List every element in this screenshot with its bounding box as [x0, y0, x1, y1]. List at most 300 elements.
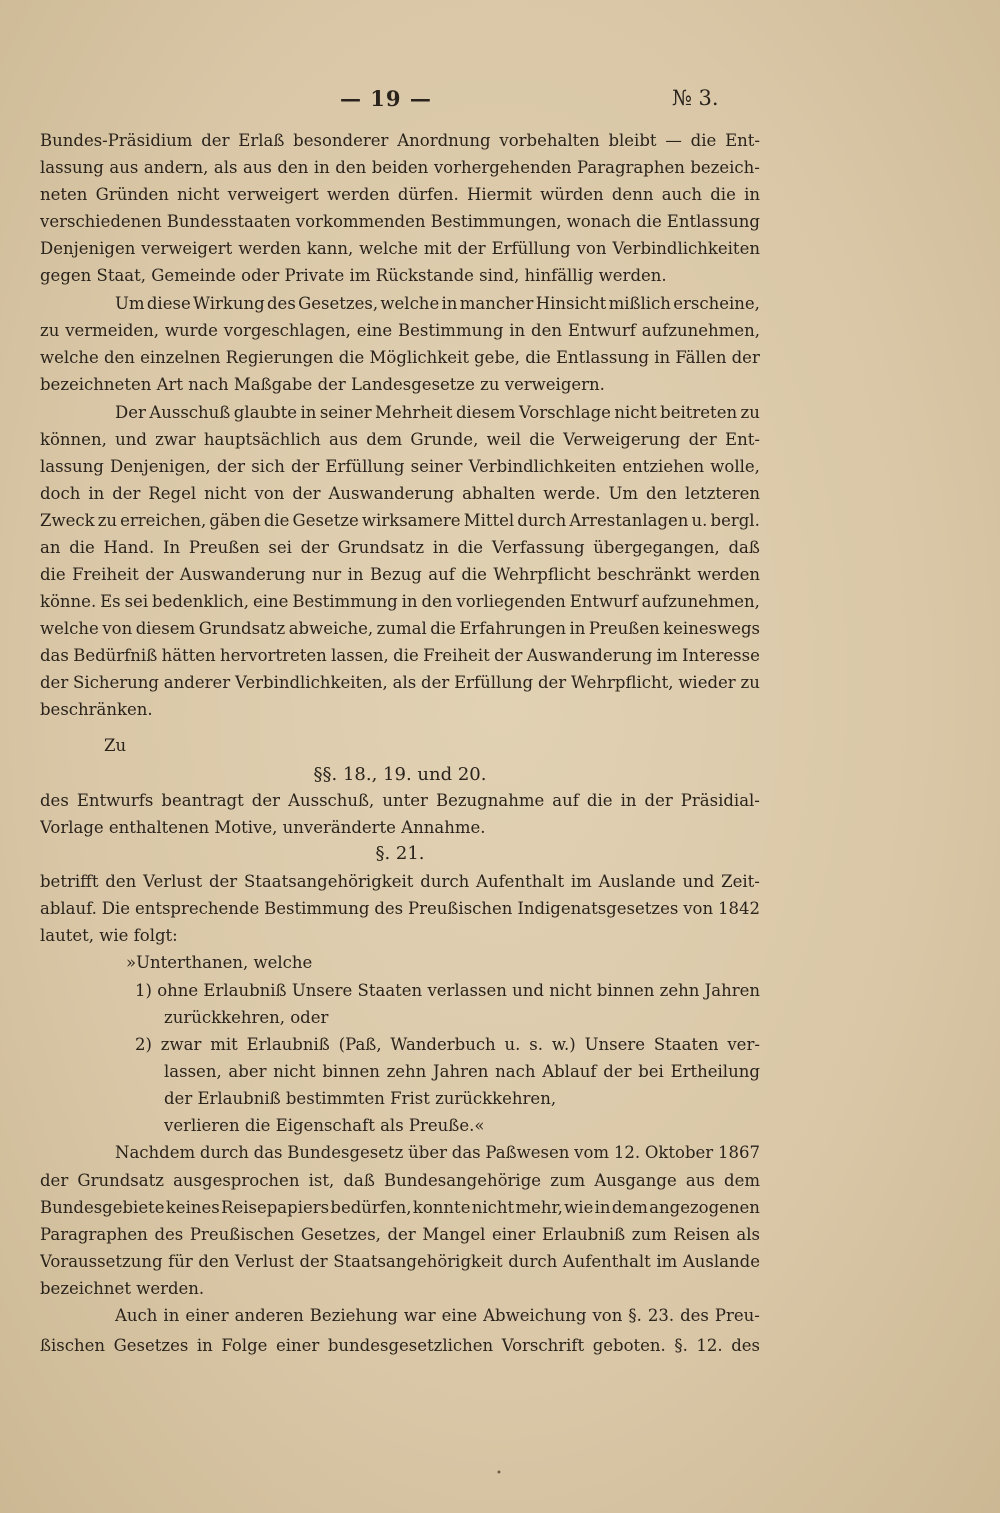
word: Gesetzes,	[300, 1225, 381, 1244]
word: wie	[564, 1198, 594, 1217]
line-text: gegen Staat, Gemeinde oder Private im Rückstande sind, hinfällig werden.	[40, 266, 667, 285]
text-line	[40, 696, 760, 723]
word: Gründen	[95, 185, 169, 204]
word: Hiermit	[466, 185, 532, 204]
word: die	[525, 348, 551, 367]
word: Bezug	[370, 565, 422, 584]
word: Hinsicht	[535, 294, 607, 313]
word: würden	[540, 185, 604, 204]
word: Nachdem	[115, 1143, 196, 1162]
text-line	[40, 1275, 760, 1302]
word: Bundesstaaten	[166, 212, 291, 231]
word: beantragt	[161, 791, 244, 810]
text-line	[40, 669, 760, 696]
line-text: §. 21.	[375, 843, 425, 864]
word: Bestimmung	[292, 592, 398, 611]
word: Verfassung	[491, 538, 585, 557]
text-line	[40, 1167, 760, 1194]
word: vorliegenden	[456, 592, 566, 611]
word: und	[682, 872, 715, 891]
word: Aufenthalt	[476, 872, 565, 891]
word: eine	[441, 1306, 478, 1325]
text-line	[40, 154, 760, 181]
word: Ablauf	[542, 1062, 597, 1081]
word: unter	[382, 791, 428, 810]
word: keines	[165, 1198, 220, 1217]
word: das	[40, 646, 69, 665]
word: der	[251, 791, 281, 810]
text-line	[40, 868, 760, 895]
word: der	[112, 484, 141, 503]
word: Entlassung	[555, 348, 650, 367]
word: Die	[101, 899, 131, 918]
word: Entwurf	[569, 592, 638, 611]
word: Auch	[115, 1306, 158, 1325]
word: andern,	[143, 158, 209, 177]
word: Wehrpflicht	[493, 565, 591, 584]
word: an	[40, 538, 61, 557]
line-text: Zu	[104, 736, 127, 755]
word: die	[393, 646, 419, 665]
word: Vorschlage	[518, 403, 611, 422]
word: der	[387, 1225, 416, 1244]
text-line	[40, 840, 760, 867]
word: Bestimmungen,	[430, 212, 562, 231]
word: aus	[685, 1171, 715, 1190]
word: abhalten	[462, 484, 536, 503]
text-line	[40, 949, 760, 976]
word: im	[656, 1252, 678, 1271]
word: Beziehung	[309, 1306, 398, 1325]
word: Wanderbuch	[390, 1035, 496, 1054]
word: Interesse	[681, 646, 760, 665]
word: Mittel	[463, 511, 515, 530]
word: den	[646, 484, 677, 503]
word: in	[196, 1336, 213, 1355]
word: Paragraphen	[577, 158, 685, 177]
text-line	[40, 1248, 760, 1275]
word: aufzunehmen,	[641, 321, 760, 340]
word: Verlust	[143, 872, 203, 891]
word: des	[40, 791, 69, 810]
text-line	[40, 235, 760, 262]
word: neten	[40, 185, 88, 204]
word: Staatsangehörigkeit	[333, 1252, 503, 1271]
word: Reisepapiers	[221, 1198, 330, 1217]
word: vorbehalten	[499, 131, 600, 150]
word: über	[408, 1143, 447, 1162]
word: anderer	[163, 673, 231, 692]
word: nicht	[204, 484, 247, 503]
word: bundesgesetzlichen	[327, 1336, 494, 1355]
word: diesem	[135, 619, 196, 638]
word: das	[253, 1143, 283, 1162]
word: Denjenigen	[40, 239, 136, 258]
word: ablauf.	[40, 899, 97, 918]
word: Reisen	[673, 1225, 730, 1244]
word: lassen,	[164, 1062, 222, 1081]
word: zum	[550, 1171, 586, 1190]
word: nur	[312, 565, 342, 584]
word: weil	[486, 430, 522, 449]
line-text: »Unterthanen, welche	[126, 953, 313, 972]
word: wolle,	[710, 457, 760, 476]
line-text: bezeichnet werden.	[40, 1279, 205, 1298]
word: werden	[697, 565, 760, 584]
word: auf	[552, 791, 579, 810]
word: Entwurf	[567, 321, 636, 340]
word: Bundes-Präsidium	[40, 131, 193, 150]
word: die	[457, 538, 484, 557]
word: als	[213, 158, 238, 177]
word: der	[145, 565, 174, 584]
text-line	[40, 588, 760, 615]
word: §.	[674, 1336, 688, 1355]
word: ist,	[308, 1171, 335, 1190]
word: Erlaubniß	[541, 1225, 626, 1244]
word: Jahren	[433, 1062, 489, 1081]
word: des	[374, 899, 404, 918]
word: einzelnen	[140, 348, 221, 367]
word: vom	[574, 1143, 610, 1162]
word: mit	[423, 239, 452, 258]
word: die	[40, 565, 66, 584]
word: durch	[199, 1143, 249, 1162]
word: kann,	[306, 239, 354, 258]
word: Paßwesen	[485, 1143, 570, 1162]
word: Paragraphen	[40, 1225, 148, 1244]
word: Fällen	[675, 348, 727, 367]
word: den	[198, 1252, 230, 1271]
word: u.	[691, 511, 708, 530]
word: in	[347, 565, 364, 584]
word: und	[512, 981, 544, 1000]
word: sich	[251, 457, 285, 476]
word: im	[570, 872, 592, 891]
text-line	[40, 732, 760, 759]
word: werden	[326, 185, 390, 204]
word: §.	[628, 1306, 642, 1325]
word: seiner	[410, 457, 463, 476]
word: Erlaubniß	[246, 1035, 330, 1054]
word: (Paß,	[338, 1035, 382, 1054]
word: den	[103, 348, 135, 367]
word: einer	[275, 1336, 320, 1355]
word: der	[688, 430, 717, 449]
word: lassung	[40, 457, 104, 476]
word: betrifft	[40, 872, 99, 891]
word: Gesetze	[292, 511, 359, 530]
word: Arrestanlagen	[569, 511, 689, 530]
line-text: lautet, wie folgt:	[40, 926, 178, 945]
word: den	[531, 321, 562, 340]
text-line	[40, 1332, 760, 1359]
word: entsprechende	[134, 899, 260, 918]
word: eine	[252, 592, 289, 611]
word: mit	[210, 1035, 238, 1054]
word: Möglichkeit	[369, 348, 469, 367]
text-line	[40, 814, 760, 841]
word: Auslande	[598, 872, 676, 891]
word: Gesetzes	[113, 1336, 189, 1355]
word: 12.	[696, 1336, 723, 1355]
word: mißlich	[608, 294, 671, 313]
word: binnen	[596, 981, 655, 1000]
text-line	[40, 181, 760, 208]
document-number: № 3.	[672, 86, 719, 110]
text-line	[40, 371, 760, 398]
word: Auswanderung	[328, 484, 455, 503]
word: der	[421, 673, 450, 692]
word: den	[277, 158, 309, 177]
word: als	[392, 673, 417, 692]
word: daß	[728, 538, 760, 557]
word: der	[216, 457, 246, 476]
text-line	[40, 1085, 760, 1112]
word: Bezugnahme	[435, 791, 545, 810]
word: Verweigerung	[563, 430, 681, 449]
word: doch	[40, 484, 81, 503]
word: welche	[40, 619, 99, 638]
word: mehr,	[515, 1198, 563, 1217]
word: verlassen	[427, 981, 507, 1000]
word: zwar	[155, 430, 196, 449]
word: Preußischen	[408, 899, 513, 918]
word: binnen	[322, 1062, 380, 1081]
line-text: bezeichneten Art nach Maßgabe der Landesgesetze zu verweigern.	[40, 375, 605, 394]
word: Bestimmung	[264, 899, 370, 918]
word: die	[69, 538, 95, 557]
word: wirksamere	[361, 511, 461, 530]
word: Erfahrungen	[459, 619, 566, 638]
word: zumal	[376, 619, 427, 638]
word: Preu-	[714, 1306, 760, 1325]
word: In	[162, 538, 181, 557]
word: nicht	[177, 185, 220, 204]
text-line	[40, 615, 760, 642]
word: der	[292, 484, 321, 503]
word: Verbindlichkeiten	[612, 239, 760, 258]
word: wurde	[164, 321, 218, 340]
word: 1867	[717, 1143, 760, 1162]
word: Staaten	[357, 981, 423, 1000]
word: erscheine,	[673, 294, 760, 313]
word: in	[432, 538, 449, 557]
line-text: Vorlage enthaltenen Motive, unveränderte Annahme.	[40, 818, 486, 837]
word: den	[335, 158, 367, 177]
text-line	[40, 399, 760, 426]
word: der	[40, 673, 69, 692]
word: Auslande	[682, 1252, 760, 1271]
word: die	[710, 185, 736, 204]
word: dem	[366, 430, 403, 449]
word: Anordnung	[397, 131, 491, 150]
word: vorhergehenden	[433, 158, 572, 177]
word: in	[313, 158, 330, 177]
word: Indigenatsgesetzes	[517, 899, 679, 918]
word: Entwurfs	[76, 791, 154, 810]
word: welche	[359, 239, 418, 258]
word: gäben	[209, 511, 261, 530]
text-line	[40, 317, 760, 344]
word: Unsere	[291, 981, 353, 1000]
text-line	[40, 262, 760, 289]
word: 23.	[647, 1306, 675, 1325]
word: für	[168, 1252, 193, 1271]
word: abweiche,	[288, 619, 374, 638]
word: letzteren	[684, 484, 760, 503]
word: hauptsächlich	[203, 430, 321, 449]
text-line	[40, 895, 760, 922]
word: aus	[109, 158, 139, 177]
word: Regel	[148, 484, 197, 503]
word: verweigert	[141, 239, 233, 258]
word: Es	[100, 592, 121, 611]
word: daß	[343, 1171, 375, 1190]
word: Um	[608, 484, 639, 503]
word: und	[115, 430, 147, 449]
word: 12.	[613, 1143, 641, 1162]
word: zu	[97, 511, 118, 530]
text-line	[40, 977, 760, 1004]
word: verschiedenen	[40, 212, 162, 231]
word: in	[88, 484, 105, 503]
word: der	[208, 872, 238, 891]
word: der	[40, 1171, 69, 1190]
word: nicht	[614, 403, 657, 422]
word: Auswanderung	[179, 565, 306, 584]
word: Freiheit	[423, 646, 490, 665]
text-line	[40, 787, 760, 814]
word: Grundsatz	[198, 619, 286, 638]
word: in	[163, 1306, 180, 1325]
word: Ausschuß,	[288, 791, 375, 810]
word: Unsere	[584, 1035, 645, 1054]
word: ßischen	[40, 1336, 106, 1355]
word: Freiheit	[72, 565, 139, 584]
word: bezeich-	[690, 158, 760, 177]
text-line	[40, 507, 760, 534]
word: Erlaubniß	[203, 981, 287, 1000]
word: Erfüllung	[491, 239, 571, 258]
word: welche	[40, 348, 99, 367]
word: des	[154, 1225, 184, 1244]
page-header	[0, 86, 1000, 116]
word: ausgesprochen	[173, 1171, 300, 1190]
word: von	[683, 899, 714, 918]
word: Zweck	[40, 511, 95, 530]
word: bergl.	[710, 511, 760, 530]
word: von	[576, 239, 607, 258]
word: die	[690, 131, 717, 150]
word: hervortreten	[220, 646, 327, 665]
word: 2)	[135, 1035, 152, 1054]
word: dem	[611, 1198, 648, 1217]
word: sei	[268, 538, 292, 557]
word: in	[509, 321, 526, 340]
word: die	[636, 212, 662, 231]
word: Abweichung	[483, 1306, 587, 1325]
word: vorgeschlagen,	[223, 321, 351, 340]
word: gebe,	[474, 348, 521, 367]
word: war	[403, 1306, 436, 1325]
word: wonach	[566, 212, 632, 231]
word: diese	[146, 294, 191, 313]
word: zehn	[386, 1062, 427, 1081]
word: durch	[517, 511, 567, 530]
line-text: §§. 18., 19. und 20.	[313, 764, 487, 785]
word: der	[457, 239, 486, 258]
word: die	[338, 348, 365, 367]
word: Wirkung	[193, 294, 265, 313]
word: bei	[638, 1062, 664, 1081]
word: Präsidial-	[680, 791, 760, 810]
word: konnte	[412, 1198, 471, 1217]
word: in	[654, 348, 671, 367]
word: nicht	[471, 1198, 515, 1217]
word: in	[300, 403, 317, 422]
text-line	[40, 642, 760, 669]
word: Bundesgesetz	[287, 1143, 404, 1162]
word: Preußen	[588, 619, 660, 638]
word: die	[461, 565, 487, 584]
word: diesem	[455, 403, 516, 422]
word: lassung	[40, 158, 104, 177]
word: zum	[631, 1225, 667, 1244]
word: Staatsangehörigkeit	[243, 872, 414, 891]
word: die	[586, 791, 613, 810]
word: Erfüllung	[454, 673, 534, 692]
page-number: — 19 —	[340, 86, 432, 111]
word: werde.	[543, 484, 601, 503]
word: Denjenigen,	[110, 457, 211, 476]
word: aber	[228, 1062, 267, 1081]
word: aufzunehmen,	[641, 592, 760, 611]
text-line	[40, 761, 760, 788]
word: mancher	[459, 294, 534, 313]
word: Entlassung	[666, 212, 760, 231]
word: Erfüllung	[325, 457, 405, 476]
text-line	[40, 1194, 760, 1221]
word: Mangel	[422, 1225, 486, 1244]
word: Der	[115, 403, 146, 422]
word: einer	[492, 1225, 536, 1244]
word: aus	[329, 430, 358, 449]
word: des	[731, 1336, 760, 1355]
word: s.	[529, 1035, 543, 1054]
text-line	[40, 344, 760, 371]
word: nach	[495, 1062, 536, 1081]
word: Ausschuß	[149, 403, 231, 422]
word: Preußischen	[189, 1225, 295, 1244]
word: dem	[724, 1171, 760, 1190]
footer-mark: •	[496, 1468, 502, 1479]
word: zehn	[659, 981, 700, 1000]
word: hätten	[161, 646, 216, 665]
word: Ent-	[725, 430, 760, 449]
word: Regierungen	[225, 348, 334, 367]
word: angezogenen	[649, 1198, 760, 1217]
word: Grunde,	[410, 430, 479, 449]
word: Zeit-	[721, 872, 760, 891]
word: der	[494, 646, 523, 665]
word: 1)	[135, 981, 152, 1000]
word: Bestimmung	[398, 321, 504, 340]
word: von	[592, 1306, 623, 1325]
word: auf	[428, 565, 455, 584]
word: in	[594, 1198, 611, 1217]
word: bedenklich,	[152, 592, 249, 611]
